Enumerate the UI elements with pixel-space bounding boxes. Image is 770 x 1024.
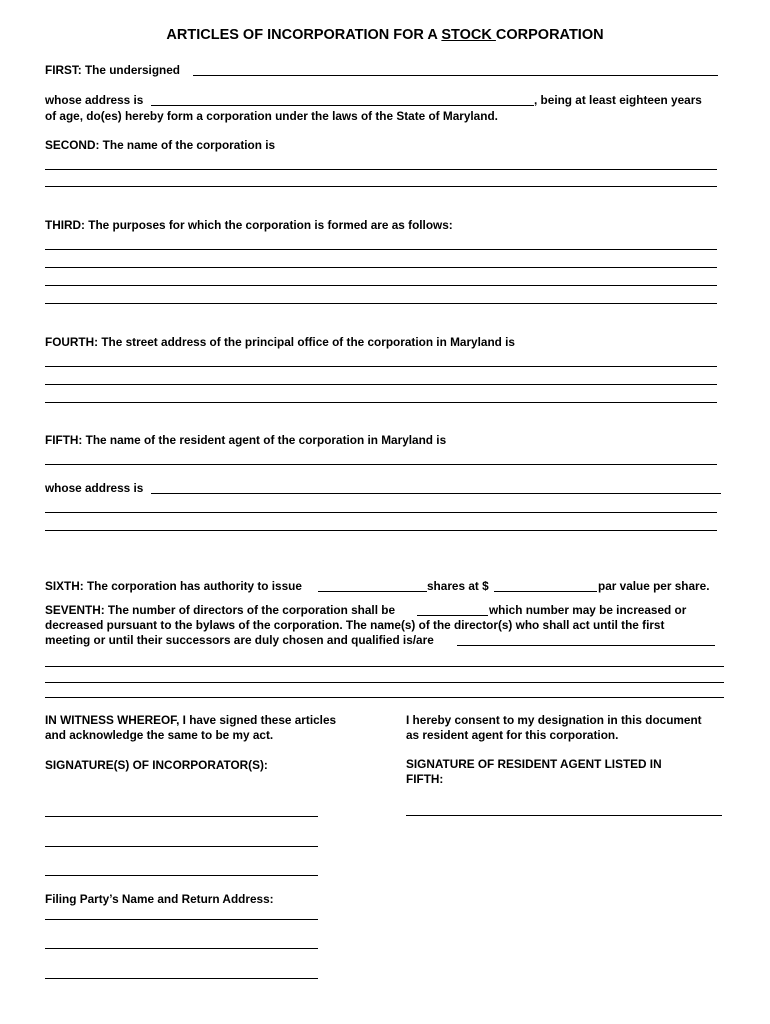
sixth-par-value: par value per share. <box>598 579 710 593</box>
incorporator-signature-line-1[interactable] <box>45 816 318 831</box>
fourth-label: FOURTH: The street address of the principal office of the corporation in Maryland is <box>45 335 515 349</box>
purposes-line-1[interactable] <box>45 249 717 264</box>
purposes-line-4[interactable] <box>45 303 717 318</box>
consent-line1: I hereby consent to my designation in this document <box>406 713 702 727</box>
third-label: THIRD: The purposes for which the corporation is formed are as follows: <box>45 218 453 232</box>
seventh-line2: decreased pursuant to the bylaws of the corporation. The name(s) of the director(s) who shall act until the first <box>45 618 665 632</box>
incorporator-signature-line-2[interactable] <box>45 846 318 861</box>
first-label: FIRST: The undersigned <box>45 63 181 77</box>
title-underlined-stock: STOCK <box>441 27 496 43</box>
resident-agent-name-line[interactable] <box>45 464 717 479</box>
second-label: SECOND: The name of the corporation is <box>45 138 276 152</box>
title-pre: ARTICLES OF INCORPORATION FOR A <box>166 27 442 43</box>
first-address-label: whose address is <box>45 93 144 107</box>
directors-names-line-4[interactable] <box>45 697 724 712</box>
title-post: CORPORATION <box>495 27 604 43</box>
directors-names-line-3[interactable] <box>45 682 724 697</box>
purposes-line-3[interactable] <box>45 285 717 300</box>
resident-agent-address-line-1[interactable] <box>151 493 721 508</box>
incorporator-signature-line-3[interactable] <box>45 875 318 890</box>
incorporator-signature-label: SIGNATURE(S) OF INCORPORATOR(S): <box>45 758 268 772</box>
consent-line2: as resident agent for this corporation. <box>406 728 619 742</box>
directors-names-line-1[interactable] <box>457 645 715 660</box>
resident-agent-signature-line[interactable] <box>406 815 722 830</box>
corporation-name-line-2[interactable] <box>45 186 717 201</box>
filing-party-label: Filing Party’s Name and Return Address: <box>45 892 274 906</box>
document-title <box>0 27 770 43</box>
first-age-text: , being at least eighteen years <box>534 93 702 107</box>
witness-line2: and acknowledge the same to be my act. <box>45 728 274 742</box>
seventh-after: which number may be increased or <box>489 603 687 617</box>
principal-office-line-1[interactable] <box>45 366 717 381</box>
resident-agent-signature-label-2: FIFTH: <box>406 772 444 786</box>
resident-agent-address-line-2[interactable] <box>45 512 717 527</box>
sixth-label: SIXTH: The corporation has authority to issue <box>45 579 302 593</box>
directors-names-line-2[interactable] <box>45 666 724 681</box>
filing-party-line-2[interactable] <box>45 948 318 963</box>
purposes-line-2[interactable] <box>45 267 717 282</box>
fifth-label: FIFTH: The name of the resident agent of the corporation in Maryland is <box>45 433 447 447</box>
first-line2: of age, do(es) hereby form a corporation under the laws of the State of Maryland. <box>45 109 498 123</box>
filing-party-line-1[interactable] <box>45 919 318 934</box>
filing-party-line-3[interactable] <box>45 978 318 993</box>
undersigned-name-field[interactable] <box>193 75 718 90</box>
principal-office-line-3[interactable] <box>45 402 717 417</box>
principal-office-line-2[interactable] <box>45 384 717 399</box>
witness-line1: IN WITNESS WHEREOF, I have signed these articles <box>45 713 337 727</box>
seventh-label: SEVENTH: The number of directors of the corporation shall be <box>45 603 396 617</box>
sixth-shares-at: shares at $ <box>427 579 489 593</box>
resident-agent-address-line-3[interactable] <box>45 530 717 545</box>
seventh-line3: meeting or until their successors are duly chosen and qualified is/are <box>45 633 434 647</box>
corporation-name-line-1[interactable] <box>45 169 717 184</box>
resident-agent-signature-label-1: SIGNATURE OF RESIDENT AGENT LISTED IN <box>406 757 662 771</box>
fifth-address-label: whose address is <box>45 481 144 495</box>
